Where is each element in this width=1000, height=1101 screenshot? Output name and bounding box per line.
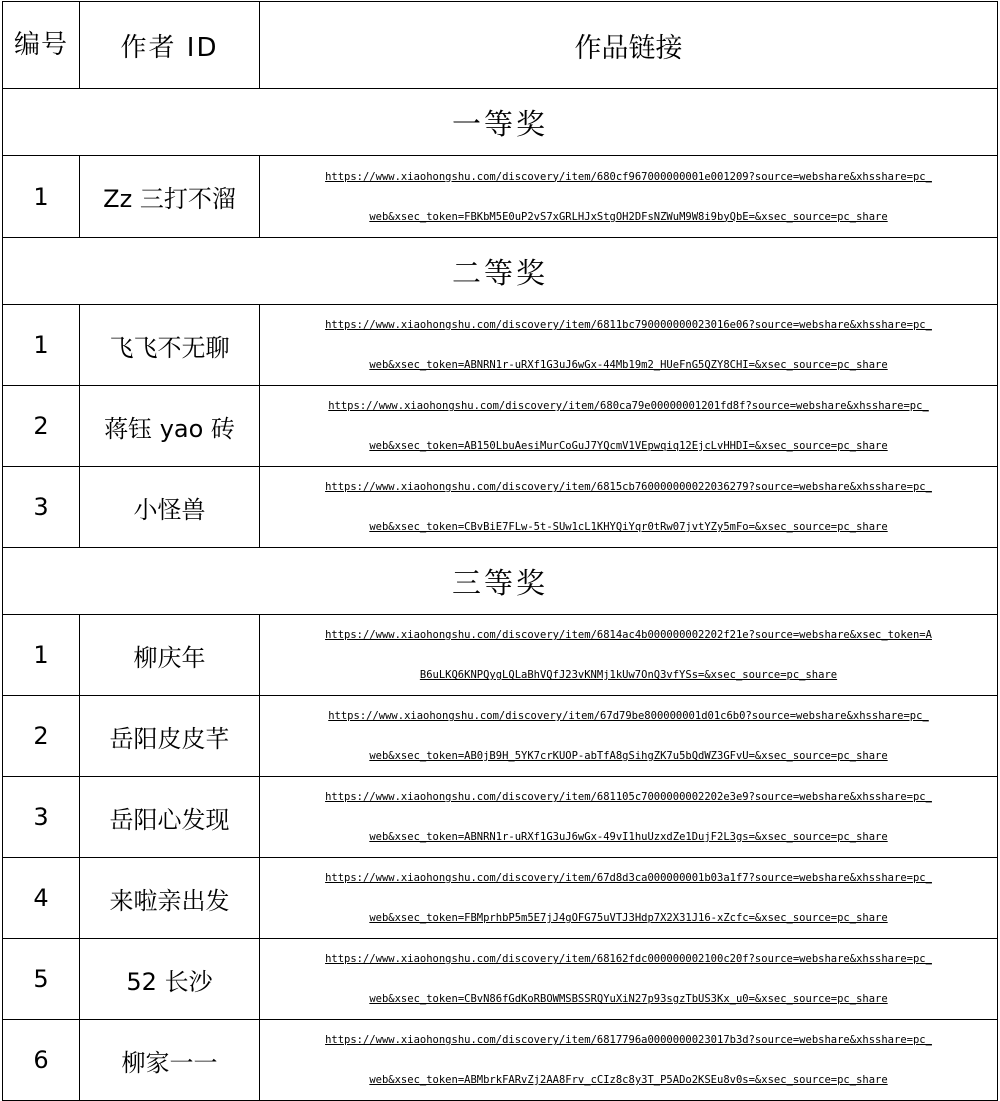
- entry-number: 1: [3, 305, 80, 386]
- header-author-id: 作者 ID: [80, 2, 260, 89]
- entry-link-cell: [260, 696, 998, 777]
- entry-link[interactable]: B6uLKQ6KNPQygLQLaBhVQfJ23vKNMj1kUw7OnQ3vfYSs=&xsec_source=pc_share: [419, 669, 838, 681]
- entry-number: 2: [3, 386, 80, 467]
- entry-link-cell: [260, 305, 998, 386]
- entry-number: 4: [3, 858, 80, 939]
- entry-link[interactable]: web&xsec_token=FBKbM5E0uP2vS7xGRLHJxStgOH2DFsNZWuM9W8i9byQbE=&xsec_source=pc_share: [369, 210, 888, 223]
- entry-link-cell: [260, 777, 998, 858]
- entry-number: 2: [3, 696, 80, 777]
- entry-number: 1: [3, 156, 80, 238]
- entry-link[interactable]: web&xsec_token=AB0jB9H_5YK7crKUOP-abTfA8gSihgZK7u5bQdWZ3GFvU=&xsec_source=pc_share: [369, 750, 888, 762]
- entry-link-cell: [260, 939, 998, 1020]
- table-row: [3, 386, 998, 467]
- entry-author: 52 长沙: [80, 939, 260, 1020]
- entry-link[interactable]: https://www.xiaohongshu.com/discovery/item/67d8d3ca000000001b03a1f7?source=webshare&xhsshare=pc_: [325, 872, 932, 884]
- entry-link[interactable]: web&xsec_token=ABMbrkFARvZj2AA8Frv_cCIz8c8y3T_P5ADo2KSEu8v0s=&xsec_source=pc_share: [369, 1074, 888, 1086]
- table-row: [3, 305, 998, 386]
- entry-link-cell: [260, 1020, 998, 1101]
- entry-link[interactable]: web&xsec_token=ABNRN1r-uRXf1G3uJ6wGx-49vI1huUzxdZe1DujF2L3gs=&xsec_source=pc_share: [369, 831, 888, 843]
- entry-link-cell: [260, 156, 998, 238]
- table-row: [3, 156, 998, 238]
- table-row: [3, 1020, 998, 1101]
- entry-link-cell: [260, 615, 998, 696]
- prize-row-third: [3, 548, 998, 615]
- prize-row-first: [3, 89, 998, 156]
- prize-title: 一等奖: [3, 89, 998, 156]
- entry-link-cell: [260, 858, 998, 939]
- entry-link[interactable]: https://www.xiaohongshu.com/discovery/item/681105c7000000002202e3e9?source=webshare&xhsshare=pc_: [325, 791, 932, 803]
- table-row: [3, 858, 998, 939]
- entry-link[interactable]: web&xsec_token=ABNRN1r-uRXf1G3uJ6wGx-44Mb19m2_HUeFnG5QZY8CHI=&xsec_source=pc_share: [369, 359, 888, 371]
- entry-number: 3: [3, 777, 80, 858]
- table-row: [3, 615, 998, 696]
- entry-author: 来啦亲出发: [80, 858, 260, 939]
- entry-author: Zz 三打不溜: [80, 156, 260, 238]
- entry-link[interactable]: https://www.xiaohongshu.com/discovery/item/6815cb760000000022036279?source=webshare&xhsshare=pc_: [325, 481, 932, 493]
- entry-link[interactable]: web&xsec_token=CBvBiE7FLw-5t-SUw1cL1KHYQiYqr0tRw07jvtYZy5mFo=&xsec_source=pc_share: [369, 521, 888, 533]
- entry-author: 柳家一一: [80, 1020, 260, 1101]
- entry-link[interactable]: https://www.xiaohongshu.com/discovery/item/67d79be800000001d01c6b0?source=webshare&xhsshare=pc_: [328, 710, 929, 722]
- entry-number: 6: [3, 1020, 80, 1101]
- entry-link[interactable]: web&xsec_token=AB150LbuAesiMurCoGuJ7YQcmV1VEpwqiq12EjcLvHHDI=&xsec_source=pc_share: [369, 440, 888, 452]
- prize-row-second: [3, 238, 998, 305]
- entry-number: 5: [3, 939, 80, 1020]
- header-number: 编号: [3, 2, 80, 89]
- entry-author: 小怪兽: [80, 467, 260, 548]
- header-link: 作品链接: [260, 2, 998, 89]
- entry-link[interactable]: https://www.xiaohongshu.com/discovery/item/680cf967000000001e001209?source=webshare&xhsshare=pc_: [325, 170, 932, 183]
- entry-author: 蒋钰 yao 砖: [80, 386, 260, 467]
- table-row: [3, 467, 998, 548]
- entry-author: 岳阳心发现: [80, 777, 260, 858]
- entry-link-cell: [260, 386, 998, 467]
- entry-link[interactable]: https://www.xiaohongshu.com/discovery/item/680ca79e00000001201fd8f?source=webshare&xhsshare=pc_: [328, 400, 929, 412]
- entry-link[interactable]: https://www.xiaohongshu.com/discovery/item/6814ac4b000000002202f21e?source=webshare&xsec_token=A: [325, 629, 932, 641]
- table-row: [3, 777, 998, 858]
- entry-author: 飞飞不无聊: [80, 305, 260, 386]
- entry-link[interactable]: https://www.xiaohongshu.com/discovery/item/68162fdc000000002100c20f?source=webshare&xhsshare=pc_: [325, 953, 932, 965]
- header-row: [3, 2, 998, 89]
- prize-title: 二等奖: [3, 238, 998, 305]
- entry-number: 3: [3, 467, 80, 548]
- entry-link[interactable]: web&xsec_token=CBvN86fGdKoRBOWMSBSSRQYuXiN27p93sgzTbUS3Kx_u0=&xsec_source=pc_share: [369, 993, 888, 1005]
- entry-link[interactable]: https://www.xiaohongshu.com/discovery/item/6817796a0000000023017b3d?source=webshare&xhsshare=pc_: [325, 1034, 932, 1046]
- entry-link[interactable]: web&xsec_token=FBMprhbP5m5E7jJ4gOFG75uVTJ3Hdp7X2X31J16-xZcfc=&xsec_source=pc_share: [369, 912, 888, 924]
- entry-link-cell: [260, 467, 998, 548]
- entry-author: 柳庆年: [80, 615, 260, 696]
- table-row: [3, 696, 998, 777]
- prize-title: 三等奖: [3, 548, 998, 615]
- entry-link[interactable]: https://www.xiaohongshu.com/discovery/item/6811bc790000000023016e06?source=webshare&xhsshare=pc_: [325, 319, 932, 331]
- entry-author: 岳阳皮皮芊: [80, 696, 260, 777]
- award-table: [2, 1, 998, 1101]
- table-row: [3, 939, 998, 1020]
- entry-number: 1: [3, 615, 80, 696]
